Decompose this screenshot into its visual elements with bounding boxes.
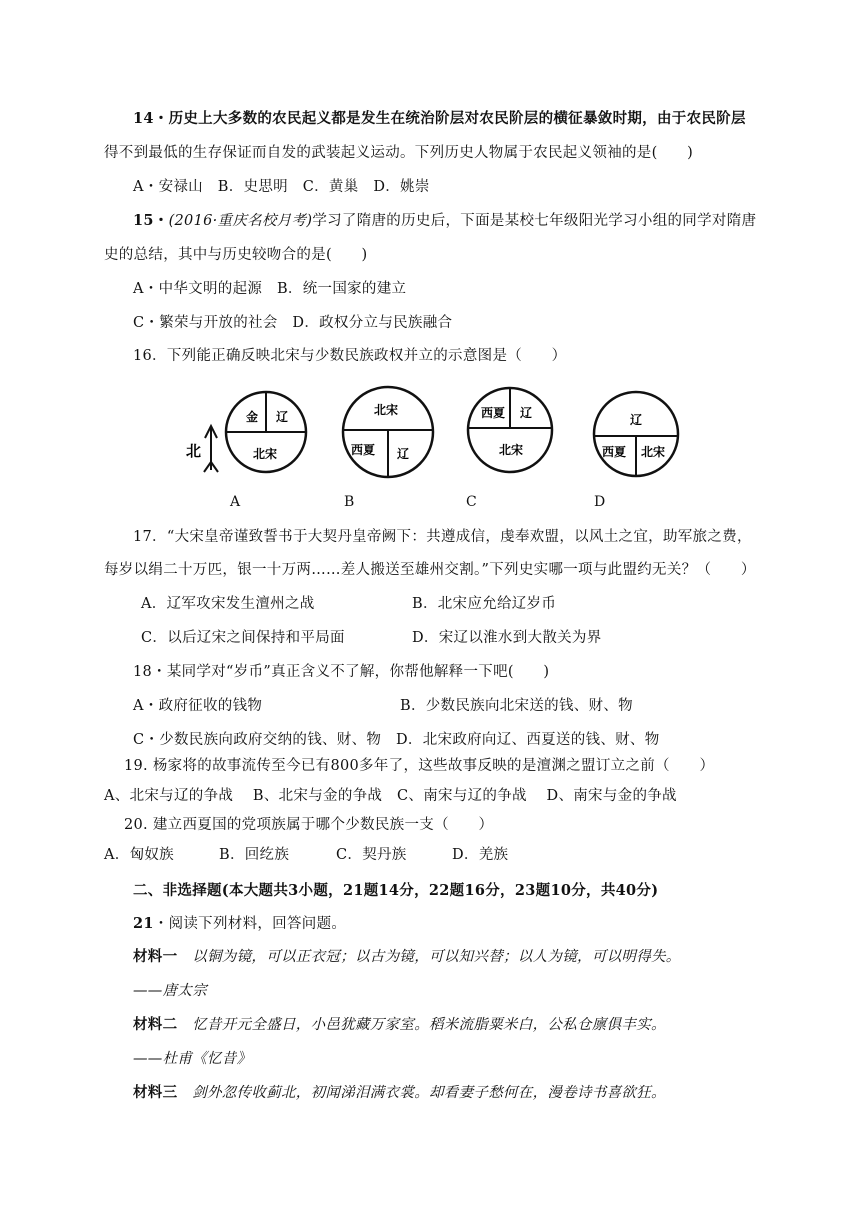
- q20-stem: 20. 建立西夏国的党项族属于哪个少数民族一支（ ）: [124, 817, 494, 833]
- q17-option-c: C．以后辽宋之间保持和平局面: [141, 630, 345, 646]
- diagram-d-region-1: 辽: [630, 413, 643, 427]
- diagram-a-region-3: 北宋: [253, 447, 278, 461]
- q15-source: (2016·重庆名校月考): [168, 213, 313, 229]
- q18-option-a: A・政府征收的钱物: [133, 698, 263, 714]
- q20-option-a: A．匈奴族: [104, 847, 174, 863]
- q17-option-b: B．北宋应允给辽岁币: [412, 596, 557, 612]
- material-3-label: 材料三: [133, 1084, 178, 1101]
- material-1-text: 以铜为镜，可以正衣冠；以古为镜，可以知兴替；以人为镜，可以明得失。: [177, 949, 681, 965]
- q20-option-c: C．契丹族: [336, 847, 407, 863]
- diagram-d-label: D: [594, 494, 606, 510]
- diagram-b-region-2: 西夏: [351, 443, 376, 457]
- diagram-a-label: A: [230, 494, 241, 510]
- q18-option-b: B．少数民族向北宋送的钱、财、物: [400, 698, 633, 714]
- q18-options-cd: C・少数民族向政府交纳的钱、财、物 D．北宋政府向辽、西夏送的钱、财、物: [133, 732, 660, 748]
- q14-line1: 14・历史上大多数的农民起义都是发生在统治阶层对农民阶层的横征暴敛时期，由于农民阶层: [133, 110, 746, 127]
- q14-line2: 得不到最低的生存保证而自发的武装起义运动。下列历史人物属于农民起义领袖的是( ): [104, 145, 694, 161]
- material-3-text: 剑外忽传收蓟北，初闻涕泪满衣裳。却看妻子愁何在，漫卷诗书喜欲狂。: [177, 1085, 666, 1101]
- diagram-d-region-3: 北宋: [641, 445, 666, 459]
- section-heading: 二、非选择题(本大题共3小题，21题14分，22题16分，23题10分，共40分): [133, 882, 659, 899]
- q15-line1: 15・(2016·重庆名校月考)学习了隋唐的历史后，下面是某校七年级阳光学习小组的同学对隋唐: [133, 212, 757, 229]
- q16-stem: 16．下列能正确反映北宋与少数民族政权并立的示意图是（ ）: [133, 348, 567, 364]
- q19-options: A、北宋与辽的争战 B、北宋与金的争战 C、南宋与辽的争战 D、南宋与金的争战: [104, 788, 677, 804]
- north-label: 北: [186, 442, 202, 460]
- diagram-c-region-3: 北宋: [499, 443, 524, 457]
- q18-stem: 18・某同学对“岁币”真正含义不了解，你帮他解释一下吧( ): [133, 664, 550, 680]
- material-2-label: 材料二: [133, 1016, 178, 1033]
- q17-option-d: D．宋辽以淮水到大散关为界: [412, 630, 602, 646]
- diagram-b-region-1: 北宋: [374, 403, 399, 417]
- diagram-d-region-2: 西夏: [602, 445, 627, 459]
- material-1: [133, 947, 681, 967]
- diagram-b-label: B: [344, 494, 355, 510]
- diagram-c: [468, 388, 552, 472]
- diagram-a-region-2: 辽: [276, 410, 289, 424]
- material-3: [133, 1083, 666, 1103]
- q21-stem-text: ・阅读下列材料，回答问题。: [153, 916, 347, 932]
- material-2: [133, 1015, 666, 1035]
- diagram-c-region-2: 辽: [520, 406, 533, 420]
- diagram-a: [226, 392, 306, 472]
- q20-option-b: B．回纥族: [219, 847, 290, 863]
- q16-diagrams: [180, 384, 700, 514]
- diagram-a-region-1: 金: [246, 410, 259, 424]
- material-2-source: ——杜甫《忆昔》: [133, 1051, 252, 1067]
- q15-line2: 史的总结，其中与历史较吻合的是( ): [104, 247, 368, 263]
- material-1-label: 材料一: [133, 948, 178, 965]
- q15-options2: C・繁荣与开放的社会 D．政权分立与民族融合: [133, 315, 453, 331]
- q17-option-a: A．辽军攻宋发生澶州之战: [141, 596, 315, 612]
- q19-stem: 19. 杨家将的故事流传至今已有800多年了，这些故事反映的是澶渊之盟订立之前（ ）: [124, 758, 715, 774]
- q20-option-d: D．羌族: [452, 847, 509, 863]
- diagram-b: [343, 387, 433, 477]
- diagram-d: [594, 392, 678, 476]
- q14-options: A・安禄山 B．史思明 C．黄巢 D．姚崇: [133, 179, 430, 195]
- diagram-c-label: C: [466, 494, 477, 510]
- q17-line1: 17．“大宋皇帝谨致誓书于大契丹皇帝阙下：共遵成信，虔奉欢盟，以风土之宜，助军旅之费，: [133, 529, 752, 545]
- material-2-text: 忆昔开元全盛日，小邑犹藏万家室。稻米流脂粟米白，公私仓廪俱丰实。: [177, 1017, 666, 1033]
- q15-options1: A・中华文明的起源 B．统一国家的建立: [133, 281, 407, 297]
- diagram-c-region-1: 西夏: [481, 406, 506, 420]
- material-1-source: ——唐太宗: [133, 983, 207, 999]
- q21-stem: 21・阅读下列材料，回答问题。: [133, 915, 347, 932]
- north-arrow-icon: [186, 426, 218, 472]
- q17-line2: 每岁以绢二十万匹，银一十万两……差人搬送至雄州交割。”下列史实哪一项与此盟约无关？（ ）: [104, 562, 756, 578]
- diagram-b-region-3: 辽: [397, 447, 410, 461]
